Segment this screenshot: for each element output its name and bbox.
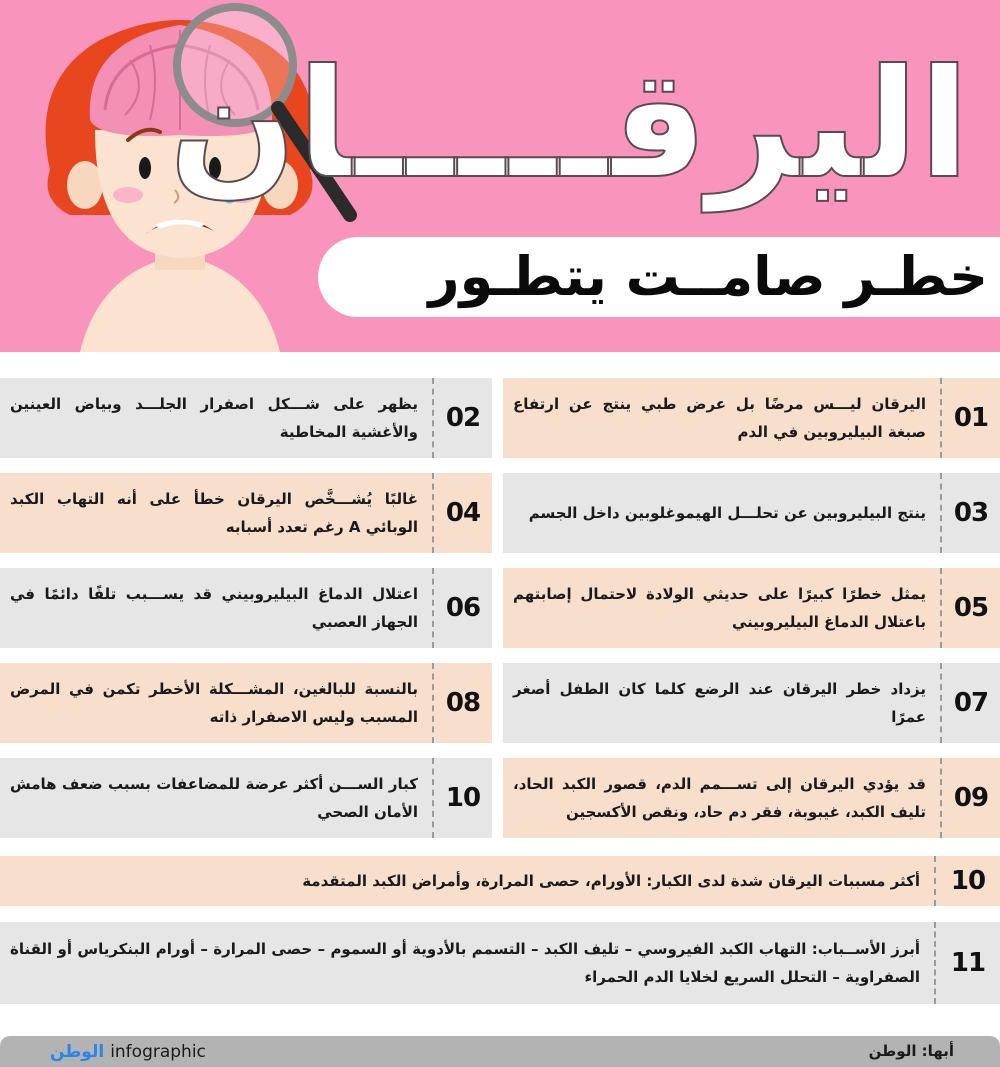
fact-text: كبار الســـن أكثر عرضة للمضاعفات بسبب ضعف هامش الأمان الصحي [10,775,418,821]
fact-text: أكثر مسببات اليرقان شدة لدى الكبار: الأورام، حصى المرارة، وأمراض الكبد المتقدمة [302,872,920,890]
dashed-divider [432,663,434,743]
fact-number: 08 [445,688,481,718]
page-subtitle: خطـر صامــت يتطـور [428,245,988,308]
dashed-divider [432,568,434,648]
header-banner [0,0,1000,352]
fact-card-01 [503,378,1000,458]
dashed-divider [432,378,434,458]
fact-text: اليرقان ليـــس مرضًا بل عرض طبي ينتج عن ارتفاع صبغة البيليروبين في الدم [513,395,926,441]
fact-card-full-10 [0,856,1000,906]
fact-number: 06 [445,593,481,623]
fact-text: اعتلال الدماغ البيليروبيني قد يســـبب تلفًا دائمًا في الجهاز العصبي [10,585,418,631]
fact-text: يظهر على شـــكل اصفرار الجلـــد وبياض العينين والأغشية المخاطية [10,395,418,441]
dashed-divider [432,758,434,838]
fact-text: أبرز الأســباب: التهاب الكبد الفيروسي – تليف الكبد – التسمم بالأدوية أو السموم – حصى المرارة – أورام البنكرياس أو القناة الصفراوية – التحلل السريع لخلايا الدم الحمراء [10,940,920,986]
brand-block [50,1036,206,1067]
source-credit: أبها: الوطن [868,1042,954,1060]
fact-number: 04 [445,498,481,528]
fact-card-02 [0,378,492,458]
dashed-divider [934,922,936,1004]
fact-number: 10 [445,783,481,813]
fact-card-09 [503,758,1000,838]
fact-text: بالنسبة للبالغين، المشـــكلة الأخطر تكمن في المرض المسبب وليس الاصفرار ذاته [10,680,418,726]
fact-card-07 [503,663,1000,743]
dashed-divider [432,473,434,553]
fact-card-10 [0,758,492,838]
fact-text: يمثل خطرًا كبيرًا على حديثي الولادة لاحتمال إصابتهم باعتلال الدماغ البيليروبيني [513,585,926,631]
dashed-divider [940,663,942,743]
alwatan-logo-icon: الوطن [50,1041,105,1062]
dashed-divider [940,473,942,553]
dashed-divider [934,856,936,906]
fact-text: قد يؤدي اليرقان إلى تســـمم الدم، قصور الكبد الحاد، تليف الكبد، غيبوبة، فقر دم حاد، ونقص الأكسجين [513,775,926,821]
page-title: اليرقـــــان [168,38,970,212]
fact-card-04 [0,473,492,553]
dashed-divider [940,758,942,838]
fact-number: 09 [953,783,989,813]
fact-number: 11 [950,948,986,978]
fact-number: 07 [953,688,989,718]
fact-number: 03 [953,498,989,528]
subtitle-banner [318,237,1000,317]
fact-text: يزداد خطر اليرقان عند الرضع كلما كان الطفل أصغر عمرًا [513,680,926,726]
fact-card-08 [0,663,492,743]
footer-bar [0,1036,1000,1067]
fact-number: 10 [950,866,986,896]
fact-text: ينتج البيليروبين عن تحلـــل الهيموغلوبين داخل الجسم [528,504,926,522]
dashed-divider [940,378,942,458]
fact-card-03 [503,473,1000,553]
dashed-divider [940,568,942,648]
fact-number: 01 [953,403,989,433]
fact-number: 05 [953,593,989,623]
fact-number: 02 [445,403,481,433]
brand-tagline: infographic [110,1041,206,1062]
fact-card-full-11 [0,922,1000,1004]
fact-card-05 [503,568,1000,648]
fact-card-06 [0,568,492,648]
fact-text: غالبًا يُشـــخَّص اليرقان خطأ على أنه التهاب الكبد الوبائي A رغم تعدد أسبابه [10,490,418,536]
